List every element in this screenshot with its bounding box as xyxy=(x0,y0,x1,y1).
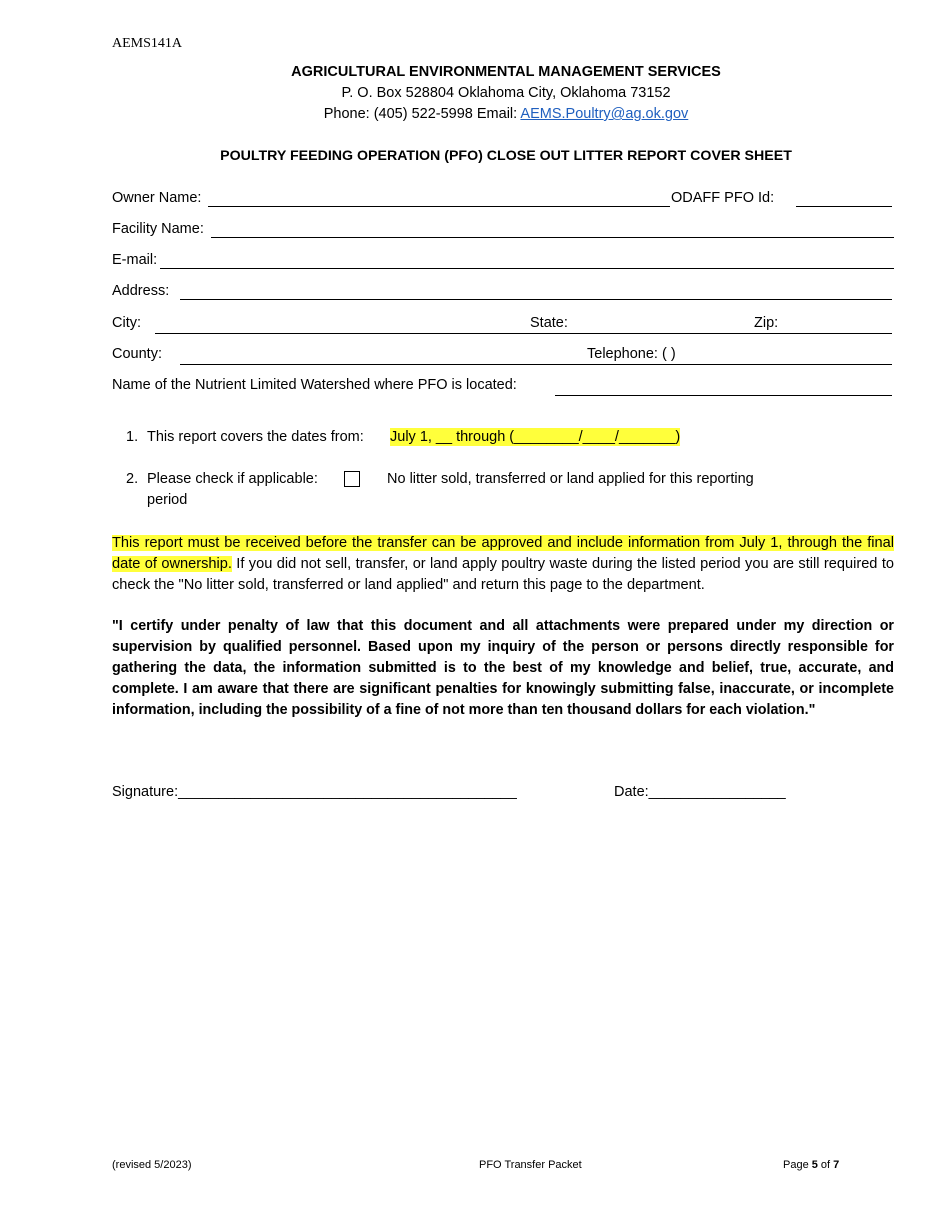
date-line[interactable]: Date:_________________ xyxy=(614,784,786,800)
telephone-label: Telephone: ( ) xyxy=(587,346,676,362)
item2-option-label-cont: period xyxy=(147,492,188,508)
page-total: 7 xyxy=(833,1159,840,1171)
form-code: AEMS141A xyxy=(112,36,183,51)
item1-number: 1. xyxy=(126,429,139,445)
owner-name-field[interactable] xyxy=(208,206,670,207)
zip-label: Zip: xyxy=(754,315,779,331)
certification-statement: "I certify under penalty of law that this document and all attachments were prepared under my direction or supervision by qualified personnel. Based upon my inquiry of the person or persons directly responsible for gathering the data, the information submitted is to the best of my knowledge and belief, true, accurate, and complete. I am aware that there are significant penalties for knowingly submitting false, inaccurate, or incomplete information, including the possibility of a fine of not more than ten thousand dollars for each violation." xyxy=(112,618,894,718)
owner-name-label: Owner Name: xyxy=(112,190,202,206)
item2-number: 2. xyxy=(126,471,139,487)
state-label: State: xyxy=(530,315,568,331)
facility-name-field[interactable] xyxy=(211,237,894,238)
address-field[interactable] xyxy=(180,299,892,300)
email-label: E-mail: xyxy=(112,252,158,268)
item2-option-label: No litter sold, transferred or land applied for this reporting xyxy=(387,471,754,487)
county-label: County: xyxy=(112,346,162,362)
item1-text: This report covers the dates from: xyxy=(147,429,364,445)
odaff-id-label: ODAFF PFO Id: xyxy=(671,190,775,206)
item1-date-range[interactable]: July 1, __ through (________/____/_______) xyxy=(390,429,681,445)
signature-line[interactable]: Signature:__________________________________________ xyxy=(112,784,517,800)
notice-paragraph xyxy=(112,533,894,596)
watershed-label: Name of the Nutrient Limited Watershed where PFO is located: xyxy=(112,377,517,393)
city-label: City: xyxy=(112,315,141,331)
facility-name-label: Facility Name: xyxy=(112,221,204,237)
packet-name: PFO Transfer Packet xyxy=(479,1159,582,1171)
email-field[interactable] xyxy=(160,268,894,269)
agency-contact xyxy=(0,106,950,122)
agency-address: P. O. Box 528804 Oklahoma City, Oklahoma 73152 xyxy=(341,85,671,101)
form-title: POULTRY FEEDING OPERATION (PFO) CLOSE OUT LITTER REPORT COVER SHEET xyxy=(220,148,792,164)
page-current: 5 xyxy=(811,1159,818,1171)
page-prefix: Page xyxy=(783,1159,812,1171)
email-link[interactable]: AEMS.Poultry@ag.ok.gov xyxy=(520,106,689,122)
no-litter-checkbox[interactable] xyxy=(344,471,360,487)
item2-text: Please check if applicable: xyxy=(147,471,318,487)
address-label: Address: xyxy=(112,283,170,299)
notice-rest: If you did not sell, transfer, or land apply poultry waste during the listed period you are still required to check the "No litter sold, transferred or land applied" and return this page to the department. xyxy=(112,556,894,593)
notice-highlighted: This report must be received before the transfer can be approved and include information from July 1, through the final date of ownership. xyxy=(112,535,894,572)
phone-text: Phone: (405) 522-5998 Email: xyxy=(323,106,521,122)
revised-date: (revised 5/2023) xyxy=(112,1159,192,1171)
city-state-zip-field[interactable] xyxy=(155,333,892,334)
county-telephone-field[interactable] xyxy=(180,364,892,365)
odaff-id-field[interactable] xyxy=(796,206,892,207)
page-number xyxy=(783,1159,839,1171)
watershed-field[interactable] xyxy=(555,395,892,396)
agency-name: AGRICULTURAL ENVIRONMENTAL MANAGEMENT SERVICES xyxy=(291,64,721,80)
page-of: of xyxy=(817,1159,834,1171)
